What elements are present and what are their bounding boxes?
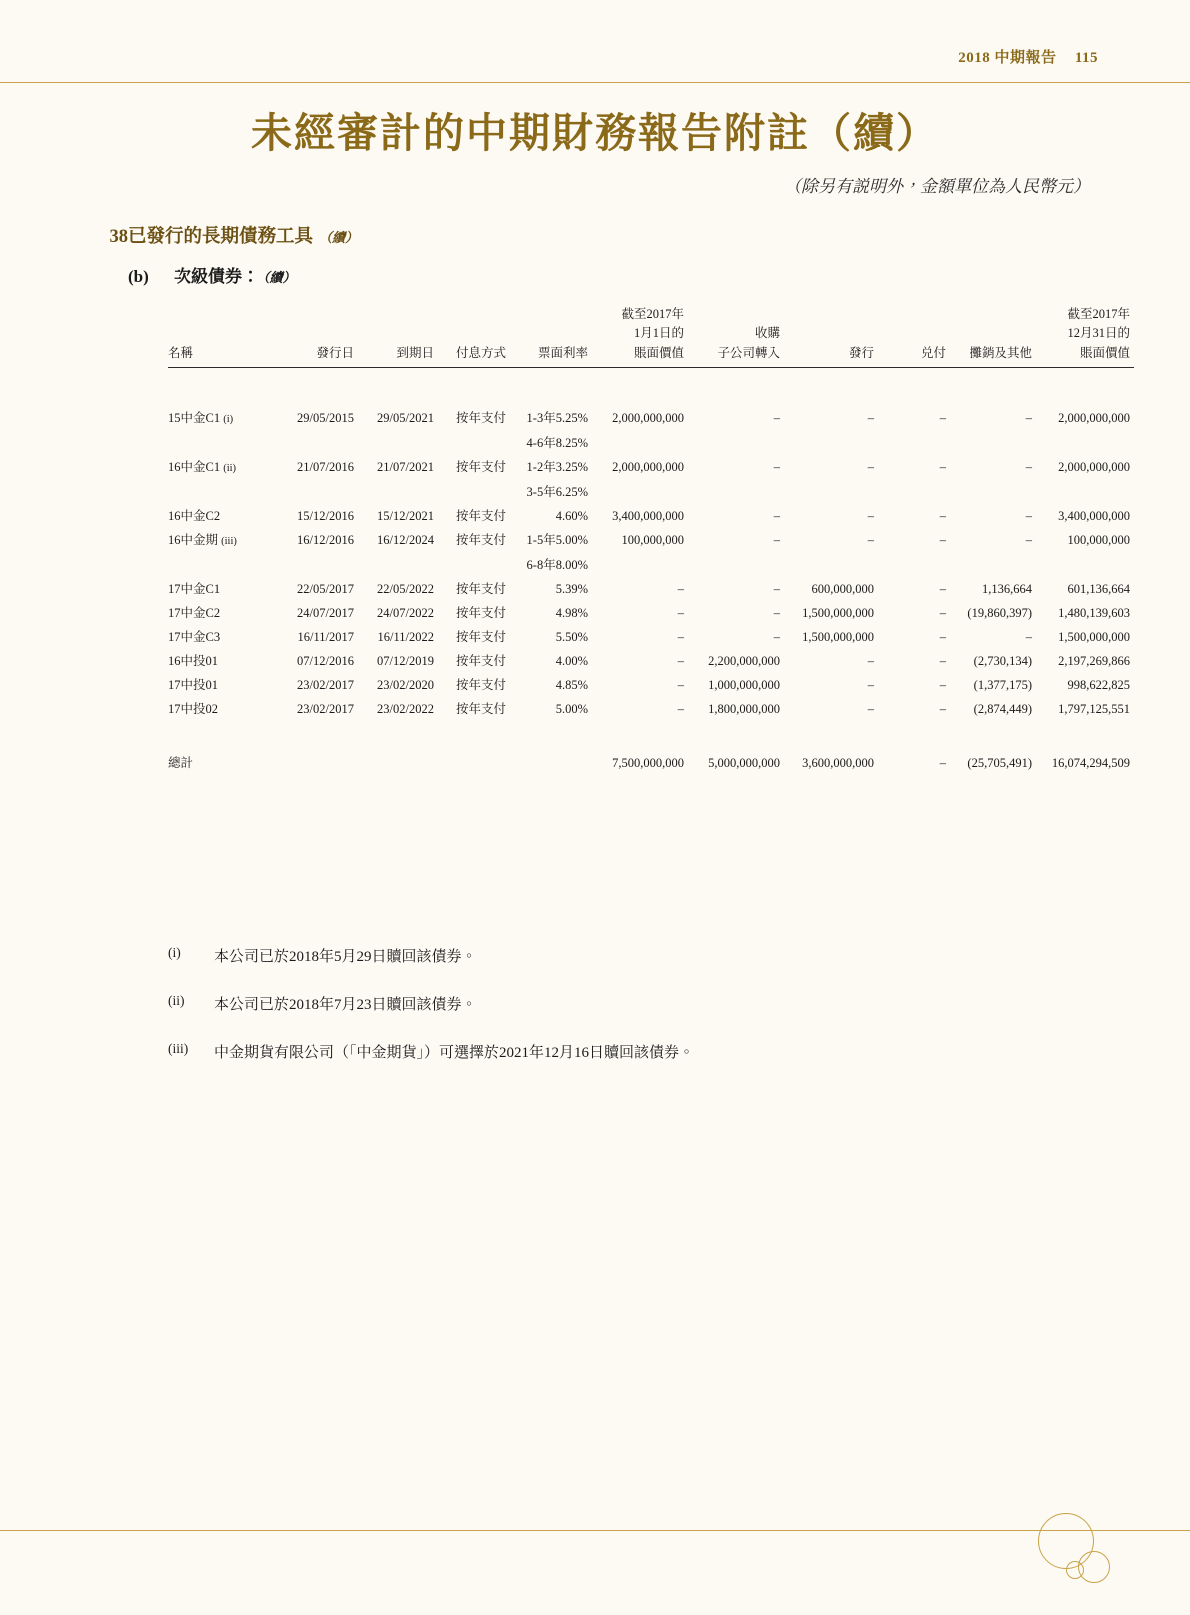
table-row-coupon-continued bbox=[168, 431, 1134, 455]
spacer-row bbox=[168, 368, 1134, 407]
cell-payment-method: 按年支付 bbox=[455, 701, 506, 716]
cell-issued: 1,500,000,000 bbox=[802, 605, 874, 620]
cell-payment-method: 按年支付 bbox=[455, 508, 506, 523]
th-opening-balance bbox=[592, 305, 688, 368]
subordinated-bonds-table bbox=[168, 305, 1134, 775]
table-row bbox=[168, 577, 1134, 601]
cell-name bbox=[168, 406, 276, 431]
cell-coupon-rate: 1-3年5.25% bbox=[526, 411, 588, 426]
th-subsidiary-line2: 子公司轉入 bbox=[717, 345, 780, 360]
cell-total-amortisation-other: (25,705,491) bbox=[967, 755, 1032, 770]
bond-name: 16中金C2 bbox=[168, 508, 221, 523]
th-opening-line1: 截至2017年 bbox=[621, 307, 684, 321]
cell-amortisation-other: 1,136,664 bbox=[982, 581, 1032, 596]
cell-name bbox=[168, 625, 276, 649]
bond-name: 17中金C3 bbox=[168, 629, 221, 644]
subsection-title-continued: （續） bbox=[263, 270, 296, 285]
subsection-label: (b) bbox=[128, 267, 149, 286]
cell-redeemed: – bbox=[939, 677, 946, 692]
cell-redeemed: – bbox=[939, 459, 946, 474]
cell-total-opening: 7,500,000,000 bbox=[612, 755, 684, 770]
cell-subsidiary-transfer: – bbox=[773, 459, 780, 474]
cell-maturity-date: 16/12/2024 bbox=[377, 532, 434, 547]
cell-subsidiary-transfer: 2,200,000,000 bbox=[708, 653, 780, 668]
table-total-row bbox=[168, 751, 1134, 775]
cell-coupon-rate: 1-5年5.00% bbox=[526, 532, 588, 547]
spacer-row bbox=[168, 721, 1134, 751]
th-opening-line3: 賬面價值 bbox=[633, 345, 684, 360]
cell-closing: 3,400,000,000 bbox=[1058, 508, 1130, 523]
cell-coupon-rate-2: 3-5年6.25% bbox=[526, 484, 588, 499]
cell-coupon-rate: 4.60% bbox=[555, 508, 588, 523]
footnote-item bbox=[168, 1041, 1088, 1062]
cell-payment-method: 按年支付 bbox=[455, 653, 506, 668]
subsection-title: 次級債券： bbox=[174, 267, 259, 286]
cell-maturity-date: 23/02/2022 bbox=[377, 701, 434, 716]
bond-name: 17中金C2 bbox=[168, 605, 221, 620]
cell-issue-date: 24/07/2017 bbox=[297, 605, 354, 620]
cell-amortisation-other: – bbox=[1025, 508, 1032, 523]
cell-opening: – bbox=[677, 605, 684, 620]
table-row bbox=[168, 601, 1134, 625]
cell-issued: – bbox=[867, 532, 874, 547]
table-row-coupon-continued bbox=[168, 553, 1134, 577]
cell-maturity-date: 15/12/2021 bbox=[377, 508, 434, 523]
table-row bbox=[168, 455, 1134, 480]
cell-subsidiary-transfer: – bbox=[773, 532, 780, 547]
footnote-marker: (iii) bbox=[168, 1041, 189, 1056]
cell-maturity-date: 07/12/2019 bbox=[377, 653, 434, 668]
cell-redeemed: – bbox=[939, 508, 946, 523]
cell-name bbox=[168, 697, 276, 721]
cell-amortisation-other: (19,860,397) bbox=[967, 605, 1032, 620]
table-row bbox=[168, 649, 1134, 673]
table-row bbox=[168, 504, 1134, 528]
table-row-coupon-continued bbox=[168, 480, 1134, 504]
cell-subsidiary-transfer: – bbox=[773, 605, 780, 620]
bond-name: 15中金C1 bbox=[168, 411, 221, 426]
cell-coupon-rate: 1-2年3.25% bbox=[526, 459, 588, 474]
bond-name: 17中金C1 bbox=[168, 581, 221, 596]
decorative-circles bbox=[1032, 1509, 1128, 1605]
cell-closing: 1,797,125,551 bbox=[1058, 701, 1130, 716]
cell-amortisation-other: – bbox=[1025, 411, 1032, 426]
cell-maturity-date: 21/07/2021 bbox=[377, 459, 434, 474]
footnotes bbox=[168, 945, 1088, 1089]
cell-issue-date: 07/12/2016 bbox=[297, 653, 354, 668]
cell-closing: 998,622,825 bbox=[1067, 677, 1130, 692]
th-amortisation-other: 攤銷及其他 bbox=[950, 305, 1036, 368]
cell-opening: 100,000,000 bbox=[621, 532, 684, 547]
cell-name bbox=[168, 577, 276, 601]
note-number: 38 bbox=[109, 227, 128, 247]
cell-issue-date: 16/11/2017 bbox=[297, 629, 354, 644]
cell-payment-method: 按年支付 bbox=[455, 605, 506, 620]
cell-name bbox=[168, 649, 276, 673]
cell-subsidiary-transfer: – bbox=[773, 411, 780, 426]
cell-payment-method: 按年支付 bbox=[455, 459, 506, 474]
cell-issued: – bbox=[867, 653, 874, 668]
th-coupon-rate: 票面利率 bbox=[510, 305, 592, 368]
th-issued: 發行 bbox=[784, 305, 878, 368]
cell-redeemed: – bbox=[939, 653, 946, 668]
cell-name bbox=[168, 504, 276, 528]
table-row bbox=[168, 673, 1134, 697]
cell-maturity-date: 16/11/2022 bbox=[377, 629, 434, 644]
table-header-row bbox=[168, 305, 1134, 368]
cell-subsidiary-transfer: – bbox=[773, 629, 780, 644]
cell-opening: – bbox=[677, 653, 684, 668]
cell-redeemed: – bbox=[939, 411, 946, 426]
cell-amortisation-other: – bbox=[1025, 532, 1032, 547]
cell-closing: 100,000,000 bbox=[1067, 532, 1130, 547]
cell-issue-date: 29/05/2015 bbox=[297, 411, 354, 426]
cell-issue-date: 23/02/2017 bbox=[297, 677, 354, 692]
bond-name: 16中金C1 bbox=[168, 459, 221, 474]
cell-closing: 2,197,269,866 bbox=[1058, 653, 1130, 668]
cell-issue-date: 15/12/2016 bbox=[297, 508, 354, 523]
cell-maturity-date: 29/05/2021 bbox=[377, 411, 434, 426]
th-closing-line2: 12月31日的 bbox=[1067, 326, 1130, 341]
cell-issued: – bbox=[867, 677, 874, 692]
cell-issued: – bbox=[867, 459, 874, 474]
table-row bbox=[168, 528, 1134, 553]
cell-issued: – bbox=[867, 411, 874, 426]
th-closing-balance bbox=[1036, 305, 1134, 368]
cell-closing: 2,000,000,000 bbox=[1058, 411, 1130, 426]
cell-total-issued: 3,600,000,000 bbox=[802, 755, 874, 770]
cell-coupon-rate: 5.50% bbox=[555, 629, 588, 644]
cell-subsidiary-transfer: – bbox=[773, 508, 780, 523]
cell-amortisation-other: (2,730,134) bbox=[973, 653, 1032, 668]
cell-total-closing: 16,074,294,509 bbox=[1051, 755, 1130, 770]
circle-small-icon bbox=[1066, 1561, 1084, 1579]
th-subsidiary-transfer bbox=[688, 305, 784, 368]
cell-total-redeemed: – bbox=[939, 755, 946, 770]
note-heading bbox=[80, 222, 358, 248]
note-title-continued: （續） bbox=[319, 230, 359, 245]
cell-closing: 1,480,139,603 bbox=[1058, 605, 1130, 620]
cell-name bbox=[168, 601, 276, 625]
th-closing-line1: 截至2017年 bbox=[1067, 307, 1130, 321]
cell-coupon-rate: 5.39% bbox=[555, 581, 588, 596]
cell-issue-date: 23/02/2017 bbox=[297, 701, 354, 716]
footnote-marker: (ii) bbox=[168, 993, 185, 1008]
th-opening-line2: 1月1日的 bbox=[633, 326, 684, 341]
footnote-item bbox=[168, 993, 1088, 1014]
table-row bbox=[168, 697, 1134, 721]
cell-issued: 600,000,000 bbox=[811, 581, 874, 596]
cell-issue-date: 16/12/2016 bbox=[297, 532, 354, 547]
cell-coupon-rate: 5.00% bbox=[555, 701, 588, 716]
cell-issued: 1,500,000,000 bbox=[802, 629, 874, 644]
th-payment-method: 付息方式 bbox=[438, 305, 510, 368]
note-title: 已發行的長期債務工具 bbox=[128, 227, 314, 247]
bond-name-note: (i) bbox=[223, 414, 234, 426]
cell-issue-date: 21/07/2016 bbox=[297, 459, 354, 474]
table-body bbox=[168, 368, 1134, 775]
cell-name bbox=[168, 673, 276, 697]
running-head bbox=[958, 46, 1098, 67]
cell-amortisation-other: (1,377,175) bbox=[973, 677, 1032, 692]
currency-note: （除另有説明外，金額單位為人民幣元） bbox=[784, 177, 1090, 196]
cell-closing: 1,500,000,000 bbox=[1058, 629, 1130, 644]
cell-coupon-rate: 4.00% bbox=[555, 653, 588, 668]
cell-opening: 2,000,000,000 bbox=[612, 411, 684, 426]
cell-coupon-rate: 4.98% bbox=[555, 605, 588, 620]
cell-opening: 2,000,000,000 bbox=[612, 459, 684, 474]
cell-subsidiary-transfer: 1,000,000,000 bbox=[708, 677, 780, 692]
cell-closing: 2,000,000,000 bbox=[1058, 459, 1130, 474]
cell-issued: – bbox=[867, 701, 874, 716]
bond-name: 17中投01 bbox=[168, 677, 219, 692]
cell-maturity-date: 24/07/2022 bbox=[377, 605, 434, 620]
th-redeemed: 兑付 bbox=[878, 305, 950, 368]
cell-payment-method: 按年支付 bbox=[455, 532, 506, 547]
table-row bbox=[168, 625, 1134, 649]
cell-subsidiary-transfer: – bbox=[773, 581, 780, 596]
footnote-marker: (i) bbox=[168, 945, 181, 960]
subsection-heading bbox=[128, 262, 296, 287]
cell-subsidiary-transfer: 1,800,000,000 bbox=[708, 701, 780, 716]
cell-opening: – bbox=[677, 629, 684, 644]
th-issue-date: 發行日 bbox=[276, 305, 358, 368]
cell-opening: – bbox=[677, 581, 684, 596]
cell-payment-method: 按年支付 bbox=[455, 581, 506, 596]
th-subsidiary-line1: 收購 bbox=[754, 326, 780, 341]
cell-redeemed: – bbox=[939, 532, 946, 547]
table-row bbox=[168, 406, 1134, 431]
cell-payment-method: 按年支付 bbox=[455, 677, 506, 692]
cell-maturity-date: 22/05/2022 bbox=[377, 581, 434, 596]
footnote-text: 本公司已於2018年5月29日贖回該債券。 bbox=[214, 949, 477, 965]
cell-redeemed: – bbox=[939, 701, 946, 716]
cell-issued: – bbox=[867, 508, 874, 523]
cell-amortisation-other: – bbox=[1025, 459, 1032, 474]
cell-opening: 3,400,000,000 bbox=[612, 508, 684, 523]
bond-name: 16中金期 bbox=[168, 532, 219, 547]
bond-name: 16中投01 bbox=[168, 653, 219, 668]
cell-amortisation-other: (2,874,449) bbox=[973, 701, 1032, 716]
cell-total-label: 總計 bbox=[168, 755, 194, 770]
cell-redeemed: – bbox=[939, 605, 946, 620]
th-name: 名稱 bbox=[168, 305, 276, 368]
cell-opening: – bbox=[677, 701, 684, 716]
bond-name: 17中投02 bbox=[168, 701, 219, 716]
cell-opening: – bbox=[677, 677, 684, 692]
cell-closing: 601,136,664 bbox=[1067, 581, 1130, 596]
footnote-item bbox=[168, 945, 1088, 966]
cell-issue-date: 22/05/2017 bbox=[297, 581, 354, 596]
th-maturity-date: 到期日 bbox=[358, 305, 438, 368]
bond-name-note: (iii) bbox=[221, 535, 237, 547]
cell-coupon-rate-2: 6-8年8.00% bbox=[526, 557, 588, 572]
subordinated-bonds-table-wrap bbox=[168, 305, 1130, 775]
cell-payment-method: 按年支付 bbox=[455, 411, 506, 426]
cell-coupon-rate-2: 4-6年8.25% bbox=[526, 435, 588, 450]
page-title: 未經審計的中期財務報告附註（續） bbox=[251, 110, 939, 156]
cell-name bbox=[168, 528, 276, 553]
footnote-text: 中金期貨有限公司（「中金期貨」）可選擇於2021年12月16日贖回該債券。 bbox=[214, 1045, 695, 1061]
cell-coupon-rate: 4.85% bbox=[555, 677, 588, 692]
th-closing-line3: 賬面價值 bbox=[1079, 345, 1130, 360]
header-rule bbox=[0, 82, 1190, 83]
cell-name bbox=[168, 455, 276, 480]
cell-amortisation-other: – bbox=[1025, 629, 1032, 644]
running-head-text: 2018 中期報告 bbox=[958, 50, 1057, 66]
cell-payment-method: 按年支付 bbox=[455, 629, 506, 644]
cell-redeemed: – bbox=[939, 581, 946, 596]
cell-maturity-date: 23/02/2020 bbox=[377, 677, 434, 692]
footer-rule bbox=[0, 1530, 1190, 1531]
bond-name-note: (ii) bbox=[223, 462, 237, 474]
cell-total-subsidiary-transfer: 5,000,000,000 bbox=[708, 755, 780, 770]
footnote-text: 本公司已於2018年7月23日贖回該債券。 bbox=[214, 997, 477, 1013]
cell-redeemed: – bbox=[939, 629, 946, 644]
page-number: 115 bbox=[1074, 50, 1098, 66]
